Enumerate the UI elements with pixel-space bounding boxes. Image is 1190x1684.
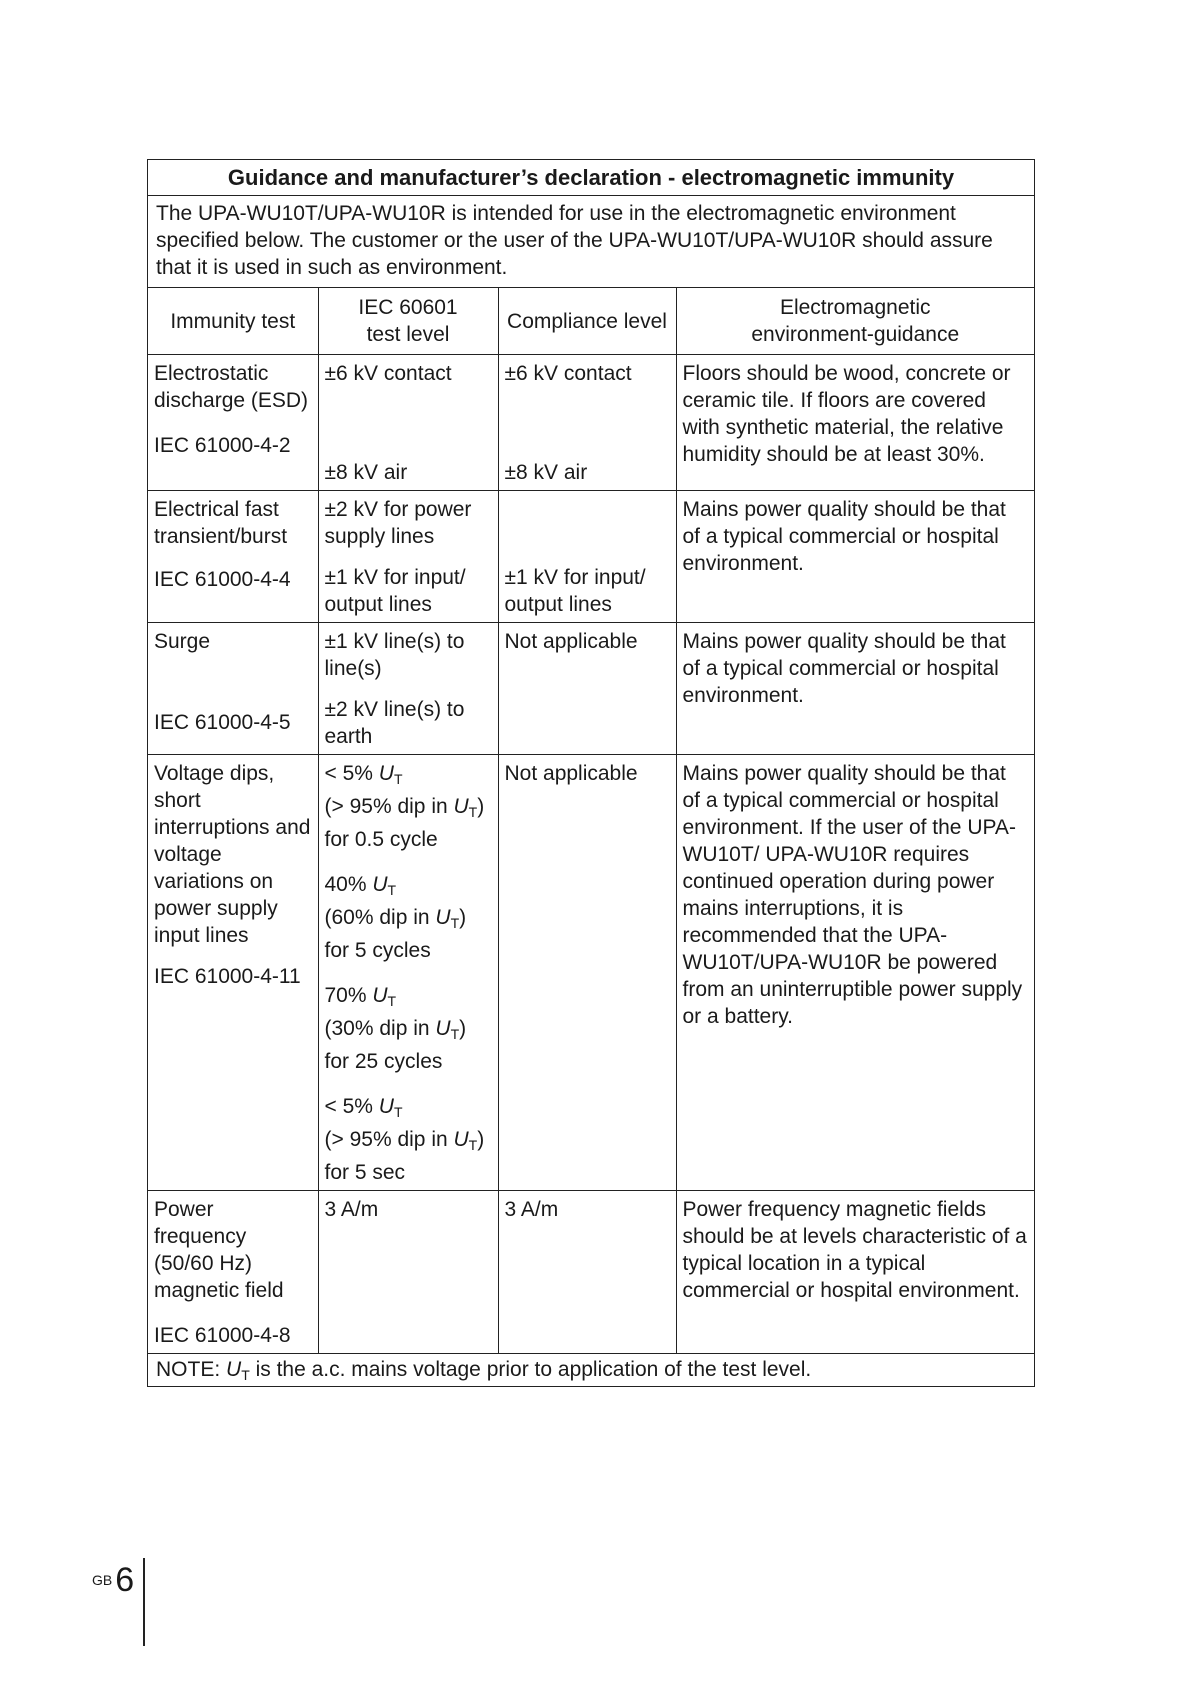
ut-symbol: $U_T$ [453,795,478,820]
compliance-value: ±6 kV contact [504,362,632,385]
cell-guidance: Floors should be wood, concrete or ceramic tile. If floors are covered with synthetic material, the relative humidity should be at least 30%. [676,355,1034,491]
cell-test [148,491,318,623]
ut-symbol: $U_T$ [378,1095,403,1120]
cell-test-level [318,623,498,755]
immunity-declaration-table [147,159,1035,1387]
table-title: Guidance and manufacturer’s declaration - electromagnetic immunity [148,160,1034,196]
page-prefix: GB [92,1572,113,1588]
test-name: Electrostatic discharge (ESD) [154,362,309,412]
cell-test-level: 3 A/m [318,1191,498,1354]
cell-compliance: Not applicable [498,623,676,755]
test-standard: IEC 61000-4-5 [154,711,291,734]
header-environment-guidance [676,288,1034,355]
level-value: < 5% $U_T$ [324,1095,403,1120]
test-standard: IEC 61000-4-8 [154,1324,291,1347]
level-value: ±2 kV for power supply lines [324,498,472,548]
ut-symbol: $U_T$ [435,1017,460,1042]
level-value: for 5 sec [324,1161,406,1184]
page-margin-rule [143,1558,145,1646]
table-row-surge [148,623,1034,755]
level-value: < 5% $U_T$ [324,762,403,787]
test-standard: IEC 61000-4-11 [154,965,301,988]
level-value: ±1 kV line(s) to line(s) [324,630,465,680]
ut-symbol: $U_T$ [226,1358,250,1383]
page-number [92,1563,134,1597]
level-value: ±1 kV for input/ output lines [324,566,466,616]
compliance-value: ±8 kV air [504,461,588,484]
cell-compliance: Not applicable [498,755,676,1191]
header-immunity-test: Immunity test [148,288,318,355]
level-value: for 25 cycles [324,1050,443,1073]
header-row [148,288,1034,355]
table-row-eft [148,491,1034,623]
level-value: (> 95% dip in $U_T$) [324,1128,485,1153]
header-compliance-level: Compliance level [498,288,676,355]
header-test-level [318,288,498,355]
compliance-value: ±1 kV for input/ output lines [504,566,646,616]
table-row-esd [148,355,1034,491]
test-name: Electrical fast transient/burst [154,498,288,548]
header-test-level-line2: test level [366,323,450,346]
table-note: NOTE: $U_T$ is the a.c. mains voltage prior to application of the test level. [148,1353,1034,1386]
level-value: ±6 kV contact [324,362,452,385]
level-value: for 5 cycles [324,939,431,962]
level-value: (60% dip in $U_T$) [324,906,467,931]
immunity-grid [148,288,1034,1353]
ut-symbol: $U_T$ [372,873,397,898]
page-number-value: 6 [115,1561,135,1599]
cell-compliance: 3 A/m [498,1191,676,1354]
table-row-voltage-dips [148,755,1034,1191]
cell-guidance: Mains power quality should be that of a typical commercial or hospital environment. [676,491,1034,623]
level-value: for 0.5 cycle [324,828,438,851]
cell-test [148,755,318,1191]
ut-symbol: $U_T$ [372,984,397,1009]
test-name: Power frequency (50/60 Hz) magnetic field [154,1198,284,1302]
table-row-magnetic-field [148,1191,1034,1354]
cell-guidance: Mains power quality should be that of a typical commercial or hospital environment. [676,623,1034,755]
level-value: (30% dip in $U_T$) [324,1017,467,1042]
cell-test-level [318,355,498,491]
cell-guidance: Mains power quality should be that of a typical commercial or hospital environment. If the user of the UPA-WU10T/ UPA-WU10R requires continued operation during power mains interruptions, it is recommended that the UPA-WU10T/UPA-WU10R be powered from an uninterruptible power supply or a battery. [676,755,1034,1191]
level-value: (> 95% dip in $U_T$) [324,795,485,820]
test-name: Voltage dips, short interruptions and voltage variations on power supply input lines [154,762,311,947]
level-value: 40% $U_T$ [324,873,397,898]
cell-test [148,1191,318,1354]
cell-test [148,355,318,491]
cell-test [148,623,318,755]
level-value: ±8 kV air [324,461,408,484]
header-env-line1: Electromagnetic [779,296,931,319]
level-value: 70% $U_T$ [324,984,397,1009]
ut-symbol: $U_T$ [435,906,460,931]
intro-paragraph: The UPA-WU10T/UPA-WU10R is intended for use in the electromagnetic environment specified below. The customer or the user of the UPA-WU10T/UPA-WU10R should assure that it is used in such as environment. [148,196,1034,288]
ut-symbol: $U_T$ [378,762,403,787]
cell-test-level [318,755,498,1191]
header-test-level-line1: IEC 60601 [358,296,458,319]
cell-test-level [318,491,498,623]
test-standard: IEC 61000-4-4 [154,568,291,591]
cell-guidance: Power frequency magnetic fields should be at levels characteristic of a typical location in a typical commercial or hospital environment. [676,1191,1034,1354]
test-name: Surge [154,630,211,653]
ut-symbol: $U_T$ [453,1128,478,1153]
cell-compliance [498,355,676,491]
header-env-line2: environment-guidance [751,323,960,346]
cell-compliance [498,491,676,623]
test-standard: IEC 61000-4-2 [154,434,291,457]
level-value: ±2 kV line(s) to earth [324,698,465,748]
